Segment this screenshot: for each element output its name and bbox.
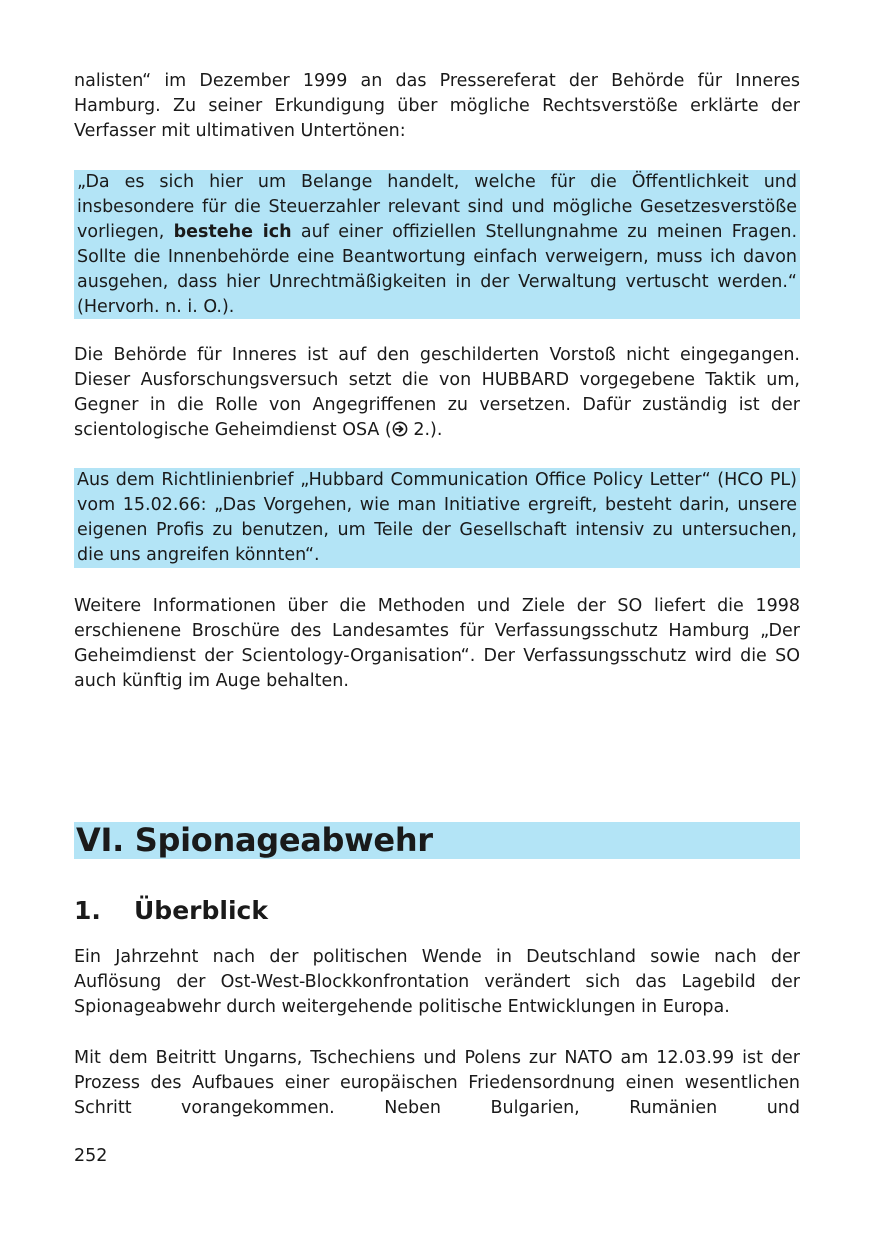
quote-emphasis: bestehe ich: [173, 222, 292, 242]
quote-box-policy-letter: Aus dem Richtlinienbrief „Hubbard Communication Office Policy Letter“ (HCO PL) vom 15.02.66: „Das Vorgehen, wie man Initiative ergreift, besteht darin, unsere eigenen Profis zu benutzen, um Teile der Gesellschaft intensiv zu untersuchen, die uns angreifen könnten“.: [74, 468, 800, 568]
paragraph-intro: nalisten“ im Dezember 1999 an das Pressereferat der Behörde für Inneres Hamburg. Zu seiner Erkundigung über mögliche Rechtsverstöße erklärte der Verfasser mit ultimativen Untertönen:: [74, 71, 800, 141]
paragraph-osa: [74, 343, 800, 443]
section-number: 1.: [74, 896, 101, 925]
paragraph-osa-text: Die Behörde für Inneres ist auf den geschilderten Vorstoß nicht eingegangen. Dieser Ausforschungsversuch setzt die von HUBBARD vorgegebene Taktik um, Gegner in die Rolle von Angegriffenen zu versetzen. Dafür zuständig ist der scientologische Geheimdienst OSA (: [74, 345, 800, 440]
section-title: Überblick: [134, 896, 268, 925]
quote-text-end: auf einer offiziellen Stellungnahme zu meinen Fragen. Sollte die Innenbehörde eine Beantwortung einfach verweigern, muss ich davon ausgehen, dass hier Unrechtmäßigkeiten in der Verwaltung vertuscht werden.“ (Hervorh. n. i. O.).: [77, 222, 798, 317]
quote-box-statement: [74, 170, 800, 319]
paragraph-nato: Mit dem Beitritt Ungarns, Tschechiens und Polens zur NATO am 12.03.99 ist der Prozess des Aufbaues einer europäischen Friedensordnung einen wesentlichen Schritt vorangekommen. Neben Bulgarien, Rumänien und: [74, 1048, 800, 1118]
chapter-heading: [74, 822, 800, 859]
quote-text-start: „Da es sich hier um Belange handelt, welche für die Öffentlichkeit und insbesondere für die Steuerzahler relevant sind und mögliche Gesetzesverstöße vorliegen,: [77, 172, 797, 242]
chapter-title: VI. Spionageabwehr: [76, 821, 433, 859]
section-heading: [74, 895, 268, 927]
page-number: 252: [74, 1146, 108, 1166]
paragraph-further-info: Weitere Informationen über die Methoden und Ziele der SO liefert die 1998 erschienene Broschüre des Landesamtes für Verfassungsschutz Hamburg „Der Geheimdienst der Scientology-Organisation“. Der Verfassungsschutz wird die SO auch künftig im Auge behalten.: [74, 596, 800, 691]
paragraph-osa-ref: 2.).: [407, 420, 443, 440]
paragraph-overview: Ein Jahrzehnt nach der politischen Wende in Deutschland sowie nach der Auflösung der Ost-West-Blockkonfrontation verändert sich das Lagebild der Spionageabwehr durch weitergehende politische Entwicklungen in Europa.: [74, 947, 800, 1017]
arrow-reference-icon: [392, 420, 408, 436]
